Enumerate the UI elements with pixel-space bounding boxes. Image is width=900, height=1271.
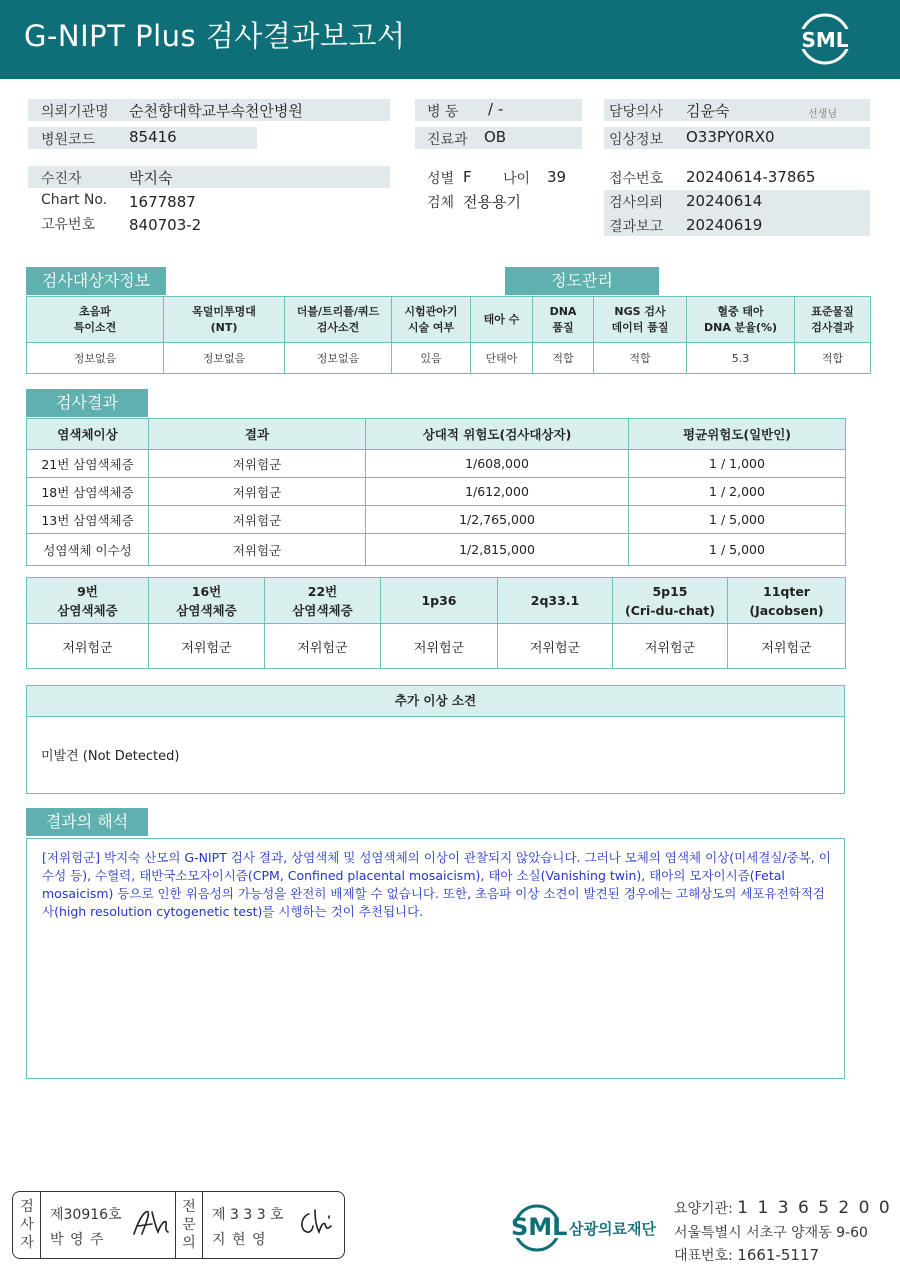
report-label: 결과보고 [609,219,664,235]
additional-findings-title: 추가 이상 소견 [26,685,845,717]
interpretation-text: [저위험군] 박지숙 산모의 G-NIPT 검사 결과, 상염색체 및 성염색체의 이상이 관찰되지 않았습니다. 그러나 모체의 염색체 이상(미세결실/중복, 이수성 등), 수혈력, 태반국소모자이시즘(CPM, Confined placental mosaicism), 태아 소실(Vanishing twin), 태아의 모자이시즘(Fetal mosaicism) 등으로 인한 위음성의 가능성을 완전히 배제할 수 없습니다. 또한, 초음파 이상 소견이 발견된 경우에는 고해상도의 세포유전학적검사(high resolution cytogenetic test)를 시행하는 것이 추천됩니다. [42,850,831,919]
report-title: G-NIPT Plus 검사결과보고서 [24,19,406,53]
header-relative-risk: 상대적 위험도(검사대상자) [366,419,629,450]
clinical-value: O33PY0RX0 [686,128,775,146]
header-screening: 더블/트리플/쿼드 검사소견 [285,297,392,343]
additional-findings-text: 미발견 (Not Detected) [41,749,180,764]
hospital-code-value: 85416 [129,128,177,146]
footer-code-label: 요양기관: [674,1201,733,1217]
header-ultrasound: 초음파 특이소견 [27,297,164,343]
interpretation-tab: 결과의 해석 [26,808,148,836]
footer-org-name: 삼광의료재단 [569,1220,656,1238]
header-nt: 목덜미투명대 (NT) [164,297,285,343]
patient-value: 박지숙 [129,169,173,187]
result-relative-risk: 1/612,000 [366,478,629,506]
header-dna-quality: DNA 품질 [533,297,594,343]
value-ultrasound: 정보없음 [27,343,164,374]
result-average-risk: 1 / 1,000 [629,450,846,478]
clinical-label: 임상정보 [609,132,664,148]
result-status: 저위험군 [149,506,366,534]
footer-code: 1 1 3 6 5 2 0 0 [737,1198,892,1218]
signature-divider [175,1192,176,1258]
signature-divider [202,1192,203,1258]
header-result: 결과 [149,419,366,450]
specialist-label: 전 문 의 [182,1199,196,1251]
extra-results-table [26,577,846,669]
dept-label: 진료과 [427,132,468,148]
ward-value: / - [488,100,504,118]
value-fetal-fraction: 5.3 [687,343,795,374]
results-header-row [27,419,846,450]
doctor-suffix: 선생님 [808,109,837,120]
signature-box [12,1191,345,1259]
header-1p36: 1p36 [381,578,498,624]
extra-value: 저위험군 [27,624,149,669]
institution-value: 순천향대학교부속천안병원 [129,102,303,120]
subject-info-tab: 검사대상자정보 [26,267,166,295]
result-name: 성염색체 이수성 [27,534,149,566]
request-value: 20240614 [686,192,763,210]
table-row [27,506,846,534]
header-11qter: 11qter (Jacobsen) [728,578,846,624]
header-average-risk: 평균위험도(일반인) [629,419,846,450]
dept-value: OB [484,128,507,146]
table-row [27,450,846,478]
sex-label: 성별 [427,171,455,187]
result-name: 13번 삼염색체증 [27,506,149,534]
result-name: 21번 삼염색체증 [27,450,149,478]
subject-qc-table [26,296,871,374]
result-status: 저위험군 [149,534,366,566]
extra-value: 저위험군 [381,624,498,669]
header-trisomy-9: 9번 삼염색체증 [27,578,149,624]
result-name: 18번 삼염색체증 [27,478,149,506]
extra-value: 저위험군 [498,624,613,669]
request-label: 검사의뢰 [609,195,664,211]
results-table [26,418,846,566]
signature-divider [40,1192,41,1258]
extra-value: 저위험군 [265,624,381,669]
sml-logo-icon [796,12,854,66]
age-value: 39 [547,168,567,186]
extra-value: 저위험군 [149,624,265,669]
header-ngs-quality: NGS 검사 데이터 품질 [594,297,687,343]
patient-bar [28,166,390,188]
institution-label: 의뢰기관명 [41,104,109,120]
result-average-risk: 1 / 5,000 [629,506,846,534]
subject-qc-header-row [27,297,871,343]
footer-phone: 1661-5117 [737,1246,820,1264]
footer-code-line [674,1198,892,1218]
result-relative-risk: 1/2,815,000 [366,534,629,566]
footer-phone-label: 대표번호: [674,1248,733,1264]
result-average-risk: 1 / 5,000 [629,534,846,566]
specimen-label: 검체 [427,195,455,211]
uid-value: 840703-2 [129,216,202,234]
table-row [27,478,846,506]
footer-brand: SML [511,1213,568,1241]
extra-value-row [27,624,846,669]
chart-value: 1677887 [129,193,196,211]
extra-header-row [27,578,846,624]
examiner-number: 제30916호 [50,1207,122,1223]
receipt-label: 접수번호 [609,171,664,187]
header-reference: 표준물질 검사결과 [795,297,871,343]
logo-text: SML [801,28,849,52]
result-relative-risk: 1/608,000 [366,450,629,478]
results-tab: 검사결과 [26,389,148,417]
header-ivf: 시험관아기 시술 여부 [392,297,471,343]
header-fetal-fraction: 혈중 태아 DNA 분율(%) [687,297,795,343]
doctor-value: 김윤숙 [686,102,730,120]
result-average-risk: 1 / 2,000 [629,478,846,506]
extra-value: 저위험군 [728,624,846,669]
footer-address: 서울특별시 서초구 양재동 9-60 [674,1225,868,1241]
table-row [27,534,846,566]
header-2q33: 2q33.1 [498,578,613,624]
examiner-signature-icon [130,1206,172,1240]
sex-value: F [463,168,472,186]
specialist-signature-icon [295,1206,337,1240]
subject-qc-value-row [27,343,871,374]
header-fetus-count: 태아 수 [471,297,533,343]
extra-value: 저위험군 [613,624,728,669]
specialist-name: 지 현 영 [212,1232,267,1248]
value-ngs-quality: 적합 [594,343,687,374]
uid-label: 고유번호 [41,217,96,233]
value-ivf: 있음 [392,343,471,374]
report-value: 20240619 [686,216,763,234]
header-5p15: 5p15 (Cri-du-chat) [613,578,728,624]
header-chromosome: 염색체이상 [27,419,149,450]
additional-findings-box [26,716,845,794]
value-fetus-count: 단태아 [471,343,533,374]
result-status: 저위험군 [149,478,366,506]
specialist-number: 제 3 3 3 호 [212,1207,284,1223]
report-header [0,0,900,79]
qc-tab: 정도관리 [505,267,659,295]
age-label: 나이 [503,171,531,187]
examiner-label: 검 사 자 [20,1199,34,1251]
header-trisomy-16: 16번 삼염색체증 [149,578,265,624]
receipt-value: 20240614-37865 [686,168,816,186]
value-dna-quality: 적합 [533,343,594,374]
header-trisomy-22: 22번 삼염색체증 [265,578,381,624]
footer-phone-line [674,1245,819,1265]
result-status: 저위험군 [149,450,366,478]
value-reference: 적합 [795,343,871,374]
hospital-code-label: 병원코드 [41,132,96,148]
examiner-name: 박 영 주 [50,1232,105,1248]
chart-label: Chart No. [41,192,108,208]
specimen-value: 전용용기 [463,193,521,211]
value-screening: 정보없음 [285,343,392,374]
value-nt: 정보없음 [164,343,285,374]
result-relative-risk: 1/2,765,000 [366,506,629,534]
patient-label: 수진자 [41,171,82,187]
doctor-label: 담당의사 [609,104,664,120]
ward-label: 병 동 [427,104,459,120]
